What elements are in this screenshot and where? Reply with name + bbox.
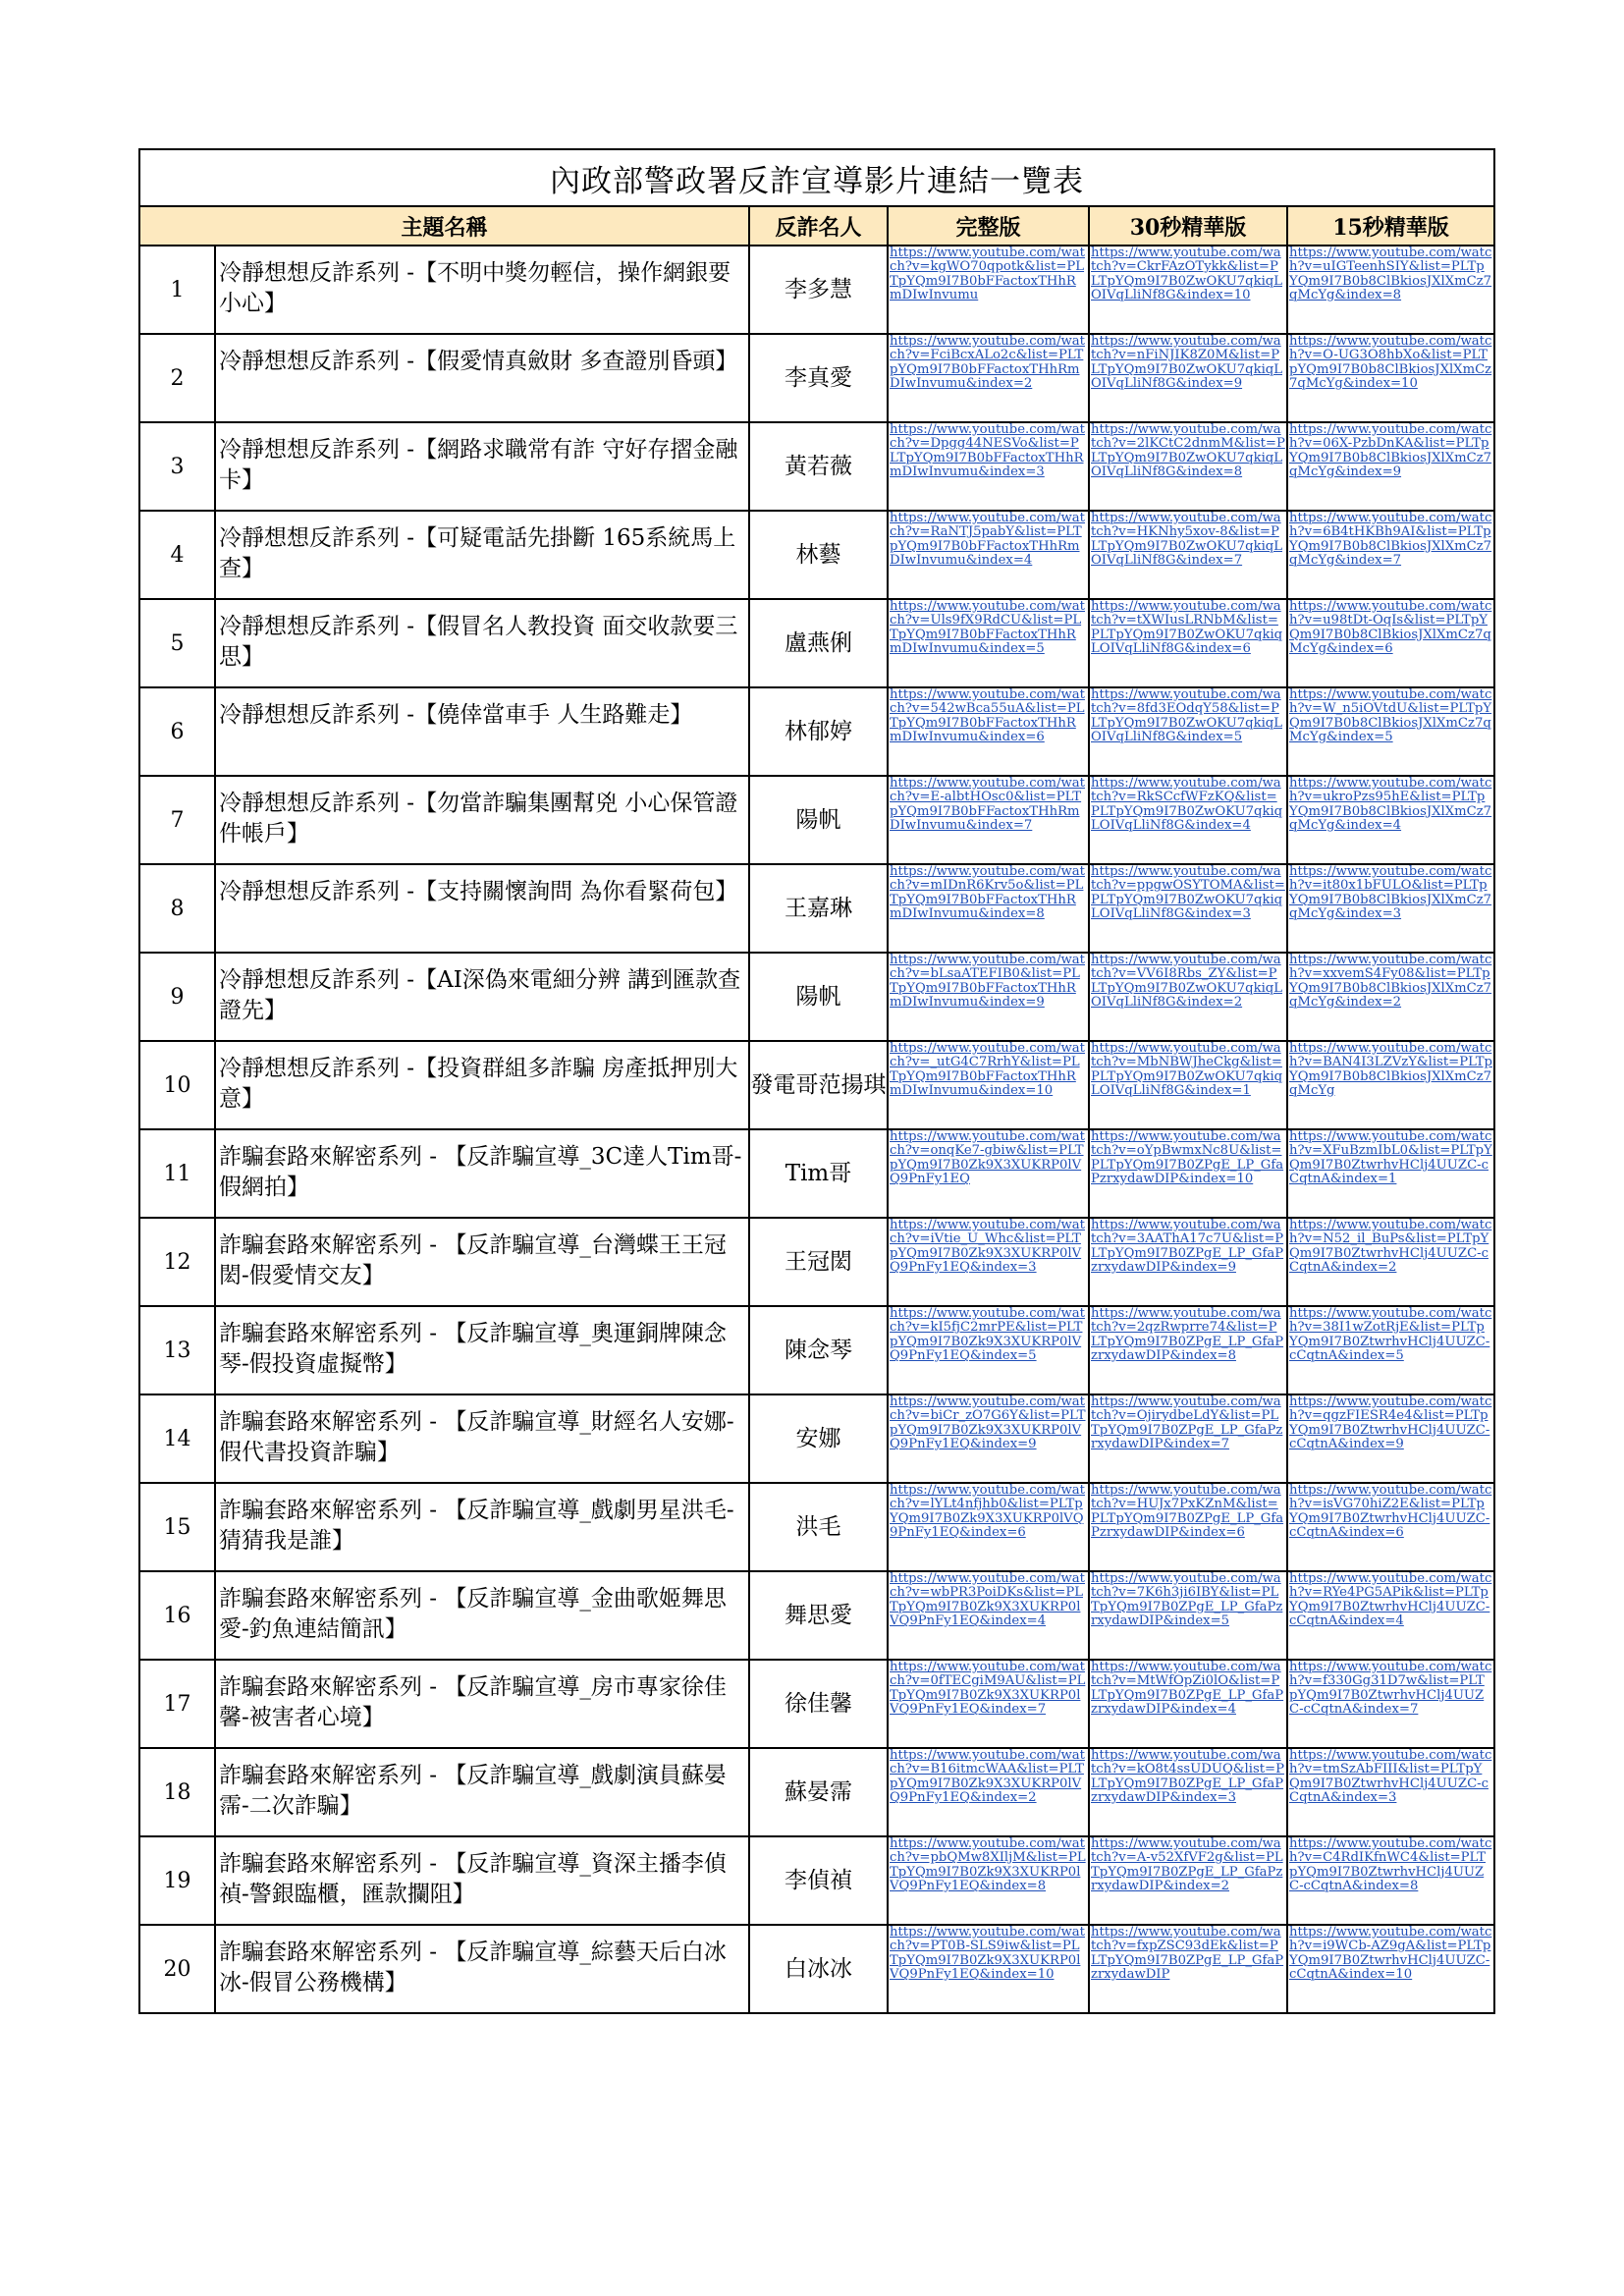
15s-version-link[interactable]: https://www.youtube.com/watch?v=it80x1bFULO&list=PLTpYQm9I7B0b8ClBkiosJXlXmCz7qMcYg&index=3 <box>1289 865 1492 922</box>
topic-text: 冷靜想想反詐系列 -【網路求職常有詐 守好存摺金融卡】 <box>219 437 738 493</box>
15s-version-cell <box>1287 1129 1494 1218</box>
30s-version-cell <box>1089 334 1287 422</box>
15s-version-cell <box>1287 1836 1494 1925</box>
15s-version-link[interactable]: https://www.youtube.com/watch?v=i9WCb-AZ9gA&list=PLTpYQm9I7B0ZtwrhvHClj4UUZC-cCqtnA&index=10 <box>1289 1926 1492 1983</box>
table-row <box>139 1660 1494 1748</box>
15s-version-link[interactable]: https://www.youtube.com/watch?v=W_n5iOVtdU&list=PLTpYQm9I7B0b8ClBkiosJXlXmCz7qMcYg&index=5 <box>1289 688 1492 745</box>
full-version-cell <box>888 422 1089 511</box>
15s-version-cell <box>1287 1394 1494 1483</box>
full-version-link[interactable]: https://www.youtube.com/watch?v=PT0B-SLS9iw&list=PLTpYQm9I7B0Zk9X3XUKRP0lVQ9PnFy1EQ&index=10 <box>890 1926 1085 1983</box>
celebrity-name: 蘇晏霈 <box>749 1748 888 1836</box>
celebrity-name: 洪毛 <box>749 1483 888 1571</box>
topic-text: 詐騙套路來解密系列 - 【反詐騙宣導_3C達人Tim哥-假網拍】 <box>219 1144 742 1200</box>
row-number: 20 <box>139 1925 215 2013</box>
15s-version-link[interactable]: https://www.youtube.com/watch?v=C4RdIKfnWC4&list=PLTpYQm9I7B0ZtwrhvHClj4UUZC-cCqtnA&index=8 <box>1289 1837 1492 1894</box>
celebrity-name: 林藝 <box>749 511 888 599</box>
15s-version-cell <box>1287 864 1494 953</box>
30s-version-cell <box>1089 953 1287 1041</box>
15s-version-link[interactable]: https://www.youtube.com/watch?v=06X-PzbDnKA&list=PLTpYQm9I7B0b8ClBkiosJXlXmCz7qMcYg&index=9 <box>1289 423 1492 480</box>
header-30s-version: 30秒精華版 <box>1089 206 1287 246</box>
topic-text: 冷靜想想反詐系列 -【僥倖當車手 人生路難走】 <box>219 702 693 728</box>
30s-version-cell <box>1089 1306 1287 1394</box>
row-number: 2 <box>139 334 215 422</box>
full-version-link[interactable]: https://www.youtube.com/watch?v=biCr_zO7G6Y&list=PLTpYQm9I7B0Zk9X3XUKRP0lVQ9PnFy1EQ&index=9 <box>890 1395 1086 1452</box>
full-version-link[interactable]: https://www.youtube.com/watch?v=Dpgg44NESVo&list=PLTpYQm9I7B0bFFactoxTHhRmDIwInvumu&index=3 <box>890 423 1085 480</box>
topic-text: 冷靜想想反詐系列 -【支持關懷詢問 為你看緊荷包】 <box>219 879 738 904</box>
celebrity-name: 陽帆 <box>749 776 888 864</box>
30s-version-link[interactable]: https://www.youtube.com/watch?v=HUJx7PxKZnM&list=PLTpYQm9I7B0ZPgE_LP_GfaPzrxydawDIP&index=6 <box>1091 1484 1284 1541</box>
full-version-link[interactable]: https://www.youtube.com/watch?v=0fTECgiM9AU&list=PLTpYQm9I7B0Zk9X3XUKRP0lVQ9PnFy1EQ&index=7 <box>890 1661 1086 1718</box>
30s-version-link[interactable]: https://www.youtube.com/watch?v=7K6h3ji6IBY&list=PLTpYQm9I7B0ZPgE_LP_GfaPzrxydawDIP&index=5 <box>1091 1572 1283 1629</box>
30s-version-link[interactable]: https://www.youtube.com/watch?v=3AAThA17c7U&list=PLTpYQm9I7B0ZPgE_LP_GfaPzrxydawDIP&index=9 <box>1091 1219 1284 1276</box>
full-version-link[interactable]: https://www.youtube.com/watch?v=iVtie_U_Whc&list=PLTpYQm9I7B0Zk9X3XUKRP0lVQ9PnFy1EQ&index=3 <box>890 1219 1085 1276</box>
30s-version-cell <box>1089 1925 1287 2013</box>
table-row <box>139 953 1494 1041</box>
15s-version-cell <box>1287 776 1494 864</box>
full-version-cell <box>888 953 1089 1041</box>
row-number: 1 <box>139 246 215 334</box>
topic-text: 冷靜想想反詐系列 -【可疑電話先掛斷 165系統馬上查】 <box>219 525 736 581</box>
full-version-link[interactable]: https://www.youtube.com/watch?v=542wBca55uA&list=PLTpYQm9I7B0bFFactoxTHhRmDIwInvumu&index=6 <box>890 688 1085 745</box>
15s-version-link[interactable]: https://www.youtube.com/watch?v=qgzFIESR4e4&list=PLTpYQm9I7B0ZtwrhvHClj4UUZC-cCqtnA&index=9 <box>1289 1395 1492 1452</box>
30s-version-cell <box>1089 599 1287 687</box>
table-row <box>139 687 1494 776</box>
30s-version-link[interactable]: https://www.youtube.com/watch?v=HKNhy5xov-8&list=PLTpYQm9I7B0ZwOKU7qkiqLOIVqLliNf8G&index=7 <box>1091 512 1283 569</box>
full-version-cell <box>888 1660 1089 1748</box>
full-version-cell <box>888 334 1089 422</box>
row-number: 5 <box>139 599 215 687</box>
celebrity-name: 王冠閎 <box>749 1218 888 1306</box>
table-row <box>139 511 1494 599</box>
15s-version-cell <box>1287 334 1494 422</box>
page-title: 內政部警政署反詐宣導影片連結一覽表 <box>139 149 1494 206</box>
row-number: 13 <box>139 1306 215 1394</box>
celebrity-name: 安娜 <box>749 1394 888 1483</box>
row-number: 18 <box>139 1748 215 1836</box>
table-row <box>139 246 1494 334</box>
table-row <box>139 1394 1494 1483</box>
topic-cell <box>215 1925 749 2013</box>
topic-cell <box>215 776 749 864</box>
30s-version-link[interactable]: https://www.youtube.com/watch?v=fxpZSC93dEk&list=PLTpYQm9I7B0ZPgE_LP_GfaPzrxydawDIP <box>1091 1926 1284 1983</box>
topic-text: 冷靜想想反詐系列 -【勿當詐騙集團幫兇 小心保管證件帳戶】 <box>219 791 738 847</box>
15s-version-link[interactable]: https://www.youtube.com/watch?v=isVG70hiZ2E&list=PLTpYQm9I7B0ZtwrhvHClj4UUZC-cCqtnA&index=6 <box>1289 1484 1492 1541</box>
full-version-cell <box>888 1306 1089 1394</box>
15s-version-cell <box>1287 1218 1494 1306</box>
celebrity-name: 舞思愛 <box>749 1571 888 1660</box>
topic-cell <box>215 599 749 687</box>
row-number: 4 <box>139 511 215 599</box>
row-number: 3 <box>139 422 215 511</box>
30s-version-link[interactable]: https://www.youtube.com/watch?v=MtWfOpZi0lO&list=PLTpYQm9I7B0ZPgE_LP_GfaPzrxydawDIP&index=4 <box>1091 1661 1284 1718</box>
30s-version-link[interactable]: https://www.youtube.com/watch?v=kO8t4ssUDUQ&list=PLTpYQm9I7B0ZPgE_LP_GfaPzrxydawDIP&index=3 <box>1091 1749 1284 1806</box>
full-version-cell <box>888 1836 1089 1925</box>
header-15s-version: 15秒精華版 <box>1287 206 1494 246</box>
full-version-link[interactable]: https://www.youtube.com/watch?v=E-albtHOsc0&list=PLTpYQm9I7B0bFFactoxTHhRmDIwInvumu&index=7 <box>890 777 1085 834</box>
15s-version-cell <box>1287 687 1494 776</box>
celebrity-name: 徐佳馨 <box>749 1660 888 1748</box>
30s-version-link[interactable]: https://www.youtube.com/watch?v=A-v52XfVF2g&list=PLTpYQm9I7B0ZPgE_LP_GfaPzrxydawDIP&index=2 <box>1091 1837 1283 1894</box>
30s-version-link[interactable]: https://www.youtube.com/watch?v=CkrFAzOTykk&list=PLTpYQm9I7B0ZwOKU7qkiqLOIVqLliNf8G&index=10 <box>1091 246 1283 303</box>
15s-version-link[interactable]: https://www.youtube.com/watch?v=6B4tHKBh9AI&list=PLTpYQm9I7B0b8ClBkiosJXlXmCz7qMcYg&index=7 <box>1289 512 1492 569</box>
full-version-cell <box>888 687 1089 776</box>
celebrity-name: 陽帆 <box>749 953 888 1041</box>
15s-version-cell <box>1287 246 1494 334</box>
full-version-cell <box>888 1218 1089 1306</box>
table-row <box>139 1306 1494 1394</box>
15s-version-cell <box>1287 422 1494 511</box>
table-row <box>139 1129 1494 1218</box>
row-number: 9 <box>139 953 215 1041</box>
30s-version-link[interactable]: https://www.youtube.com/watch?v=oYpBwmxNc8U&list=PLTpYQm9I7B0ZPgE_LP_GfaPzrxydawDIP&index=10 <box>1091 1130 1284 1187</box>
topic-cell <box>215 1218 749 1306</box>
30s-version-cell <box>1089 1129 1287 1218</box>
30s-version-cell <box>1089 1660 1287 1748</box>
15s-version-cell <box>1287 599 1494 687</box>
full-version-link[interactable]: https://www.youtube.com/watch?v=kI5fjC2mrPE&list=PLTpYQm9I7B0Zk9X3XUKRP0lVQ9PnFy1EQ&index=5 <box>890 1307 1085 1364</box>
15s-version-link[interactable]: https://www.youtube.com/watch?v=38I1wZotRjE&list=PLTpYQm9I7B0ZtwrhvHClj4UUZC-cCqtnA&index=5 <box>1289 1307 1492 1364</box>
celebrity-name: 林郁婷 <box>749 687 888 776</box>
30s-version-link[interactable]: https://www.youtube.com/watch?v=2qzRwprre74&list=PLTpYQm9I7B0ZPgE_LP_GfaPzrxydawDIP&index=8 <box>1091 1307 1284 1364</box>
topic-cell <box>215 1571 749 1660</box>
row-number: 7 <box>139 776 215 864</box>
30s-version-cell <box>1089 511 1287 599</box>
30s-version-cell <box>1089 687 1287 776</box>
topic-text: 詐騙套路來解密系列 - 【反詐騙宣導_戲劇演員蘇晏霈-二次詐騙】 <box>219 1763 727 1819</box>
15s-version-cell <box>1287 1483 1494 1571</box>
15s-version-cell <box>1287 953 1494 1041</box>
row-number: 19 <box>139 1836 215 1925</box>
full-version-cell <box>888 1748 1089 1836</box>
15s-version-cell <box>1287 1748 1494 1836</box>
topic-text: 詐騙套路來解密系列 - 【反詐騙宣導_綜藝天后白冰冰-假冒公務機構】 <box>219 1940 727 1995</box>
celebrity-name: 黃若薇 <box>749 422 888 511</box>
topic-cell <box>215 1129 749 1218</box>
celebrity-name: 盧燕俐 <box>749 599 888 687</box>
topic-cell <box>215 1483 749 1571</box>
topic-text: 冷靜想想反詐系列 -【假冒名人教投資 面交收款要三思】 <box>219 614 738 670</box>
15s-version-cell <box>1287 1306 1494 1394</box>
15s-version-cell <box>1287 1660 1494 1748</box>
15s-version-cell <box>1287 1925 1494 2013</box>
30s-version-cell <box>1089 1571 1287 1660</box>
30s-version-link[interactable]: https://www.youtube.com/watch?v=2lKCtC2dnmM&list=PLTpYQm9I7B0ZwOKU7qkiqLOIVqLliNf8G&index=8 <box>1091 423 1285 480</box>
30s-version-cell <box>1089 1218 1287 1306</box>
celebrity-name: 白冰冰 <box>749 1925 888 2013</box>
30s-version-cell <box>1089 1483 1287 1571</box>
full-version-cell <box>888 1129 1089 1218</box>
row-number: 17 <box>139 1660 215 1748</box>
30s-version-link[interactable]: https://www.youtube.com/watch?v=VV6I8Rbs_ZY&list=PLTpYQm9I7B0ZwOKU7qkiqLOIVqLliNf8G&index=2 <box>1091 954 1283 1011</box>
15s-version-link[interactable]: https://www.youtube.com/watch?v=ukroPzs95hE&list=PLTpYQm9I7B0b8ClBkiosJXlXmCz7qMcYg&index=4 <box>1289 777 1492 834</box>
full-version-cell <box>888 1571 1089 1660</box>
15s-version-link[interactable]: https://www.youtube.com/watch?v=xxvemS4Fy08&list=PLTpYQm9I7B0b8ClBkiosJXlXmCz7qMcYg&index=2 <box>1289 954 1492 1011</box>
header-full-version: 完整版 <box>888 206 1089 246</box>
full-version-link[interactable]: https://www.youtube.com/watch?v=B16itmcWAA&list=PLTpYQm9I7B0Zk9X3XUKRP0lVQ9PnFy1EQ&index=2 <box>890 1749 1085 1806</box>
topic-cell <box>215 1306 749 1394</box>
topic-cell <box>215 1394 749 1483</box>
table-row <box>139 864 1494 953</box>
topic-cell <box>215 1660 749 1748</box>
celebrity-name: 王嘉琳 <box>749 864 888 953</box>
topic-text: 冷靜想想反詐系列 -【假愛情真斂財 多查證別昏頭】 <box>219 349 738 374</box>
row-number: 8 <box>139 864 215 953</box>
15s-version-link[interactable]: https://www.youtube.com/watch?v=u98tDt-OqIs&list=PLTpYQm9I7B0b8ClBkiosJXlXmCz7qMcYg&index=6 <box>1289 600 1492 657</box>
topic-cell <box>215 422 749 511</box>
table-row <box>139 1925 1494 2013</box>
15s-version-link[interactable]: https://www.youtube.com/watch?v=f330Gg31D7w&list=PLTpYQm9I7B0ZtwrhvHClj4UUZC-cCqtnA&index=7 <box>1289 1661 1492 1718</box>
full-version-link[interactable]: https://www.youtube.com/watch?v=wbPR3PoiDKs&list=PLTpYQm9I7B0Zk9X3XUKRP0lVQ9PnFy1EQ&index=4 <box>890 1572 1085 1629</box>
table-row <box>139 1571 1494 1660</box>
header-topic: 主題名稱 <box>139 206 749 246</box>
30s-version-cell <box>1089 422 1287 511</box>
celebrity-name: Tim哥 <box>749 1129 888 1218</box>
row-number: 6 <box>139 687 215 776</box>
15s-version-link[interactable]: https://www.youtube.com/watch?v=O-UG3O8hbXo&list=PLTpYQm9I7B0b8ClBkiosJXlXmCz7qMcYg&index=10 <box>1289 335 1492 392</box>
full-version-link[interactable]: https://www.youtube.com/watch?v=onqKe7-gbiw&list=PLTpYQm9I7B0Zk9X3XUKRP0lVQ9PnFy1EQ <box>890 1130 1085 1187</box>
table-row <box>139 1041 1494 1129</box>
full-version-link[interactable]: https://www.youtube.com/watch?v=pbQMw8XIljM&list=PLTpYQm9I7B0Zk9X3XUKRP0lVQ9PnFy1EQ&index=8 <box>890 1837 1086 1894</box>
full-version-cell <box>888 1041 1089 1129</box>
30s-version-link[interactable]: https://www.youtube.com/watch?v=RkSCcfWFzKQ&list=PLTpYQm9I7B0ZwOKU7qkiqLOIVqLliNf8G&index=4 <box>1091 777 1283 834</box>
topic-text: 詐騙套路來解密系列 - 【反詐騙宣導_財經名人安娜-假代書投資詐騙】 <box>219 1409 734 1465</box>
full-version-cell <box>888 1483 1089 1571</box>
celebrity-name: 陳念琴 <box>749 1306 888 1394</box>
full-version-link[interactable]: https://www.youtube.com/watch?v=mIDnR6Krv5o&list=PLTpYQm9I7B0bFFactoxTHhRmDIwInvumu&index=8 <box>890 865 1085 922</box>
row-number: 11 <box>139 1129 215 1218</box>
topic-text: 冷靜想想反詐系列 -【投資群組多詐騙 房產抵押別大意】 <box>219 1056 738 1112</box>
15s-version-cell <box>1287 511 1494 599</box>
full-version-cell <box>888 599 1089 687</box>
row-number: 14 <box>139 1394 215 1483</box>
full-version-link[interactable]: https://www.youtube.com/watch?v=lYLt4nfjhb0&list=PLTpYQm9I7B0Zk9X3XUKRP0lVQ9PnFy1EQ&index=6 <box>890 1484 1085 1541</box>
row-number: 10 <box>139 1041 215 1129</box>
full-version-cell <box>888 511 1089 599</box>
topic-text: 冷靜想想反詐系列 -【AI深偽來電細分辨 講到匯款查證先】 <box>219 967 741 1023</box>
30s-version-link[interactable]: https://www.youtube.com/watch?v=ppgwOSYTOMA&list=PLTpYQm9I7B0ZwOKU7qkiqLOIVqLliNf8G&index=3 <box>1091 865 1285 922</box>
15s-version-cell <box>1287 1041 1494 1129</box>
full-version-cell <box>888 776 1089 864</box>
topic-text: 詐騙套路來解密系列 - 【反詐騙宣導_資深主播李偵禎-警銀臨櫃，匯款攔阻】 <box>219 1851 727 1907</box>
video-link-table <box>138 148 1495 2014</box>
30s-version-cell <box>1089 1041 1287 1129</box>
topic-cell <box>215 246 749 334</box>
full-version-link[interactable]: https://www.youtube.com/watch?v=Uls9fX9RdCU&list=PLTpYQm9I7B0bFFactoxTHhRmDIwInvumu&index=5 <box>890 600 1085 657</box>
header-celebrity: 反詐名人 <box>749 206 888 246</box>
full-version-cell <box>888 1394 1089 1483</box>
topic-text: 詐騙套路來解密系列 - 【反詐騙宣導_奧運銅牌陳念琴-假投資虛擬幣】 <box>219 1321 727 1377</box>
15s-version-link[interactable]: https://www.youtube.com/watch?v=XFuBzmIbL0&list=PLTpYQm9I7B0ZtwrhvHClj4UUZC-cCqtnA&index=1 <box>1289 1130 1492 1187</box>
table-row <box>139 1748 1494 1836</box>
header-row <box>139 206 1494 246</box>
topic-text: 冷靜想想反詐系列 -【不明中獎勿輕信，操作網銀要小心】 <box>219 260 731 316</box>
30s-version-cell <box>1089 1394 1287 1483</box>
celebrity-name: 李多慧 <box>749 246 888 334</box>
row-number: 16 <box>139 1571 215 1660</box>
table-row <box>139 1836 1494 1925</box>
full-version-link[interactable]: https://www.youtube.com/watch?v=RaNTJ5pabY&list=PLTpYQm9I7B0bFFactoxTHhRmDIwInvumu&index=4 <box>890 512 1085 569</box>
full-version-link[interactable]: https://www.youtube.com/watch?v=FciBcxALo2c&list=PLTpYQm9I7B0bFFactoxTHhRmDIwInvumu&index=2 <box>890 335 1085 392</box>
topic-cell <box>215 1836 749 1925</box>
row-number: 15 <box>139 1483 215 1571</box>
topic-cell <box>215 1041 749 1129</box>
table-row <box>139 422 1494 511</box>
full-version-cell <box>888 246 1089 334</box>
table-row <box>139 1483 1494 1571</box>
30s-version-link[interactable]: https://www.youtube.com/watch?v=8fd3EOdqY58&list=PLTpYQm9I7B0ZwOKU7qkiqLOIVqLliNf8G&index=5 <box>1091 688 1283 745</box>
celebrity-name: 發電哥范揚琪 <box>749 1041 888 1129</box>
topic-cell <box>215 864 749 953</box>
15s-version-link[interactable]: https://www.youtube.com/watch?v=RYe4PG5APik&list=PLTpYQm9I7B0ZtwrhvHClj4UUZC-cCqtnA&index=4 <box>1289 1572 1492 1629</box>
topic-cell <box>215 953 749 1041</box>
table-row <box>139 599 1494 687</box>
full-version-cell <box>888 864 1089 953</box>
topic-text: 詐騙套路來解密系列 - 【反詐騙宣導_房市專家徐佳馨-被害者心境】 <box>219 1674 727 1730</box>
table-row <box>139 334 1494 422</box>
15s-version-link[interactable]: https://www.youtube.com/watch?v=BAN4I3LZVzY&list=PLTpYQm9I7B0b8ClBkiosJXlXmCz7qMcYg <box>1289 1042 1492 1099</box>
topic-cell <box>215 1748 749 1836</box>
topic-cell <box>215 334 749 422</box>
full-version-cell <box>888 1925 1089 2013</box>
celebrity-name: 李偵禎 <box>749 1836 888 1925</box>
topic-cell <box>215 511 749 599</box>
15s-version-link[interactable]: https://www.youtube.com/watch?v=uIGTeenhSIY&list=PLTpYQm9I7B0b8ClBkiosJXlXmCz7qMcYg&index=8 <box>1289 246 1492 303</box>
30s-version-cell <box>1089 1836 1287 1925</box>
topic-cell <box>215 687 749 776</box>
table-row <box>139 776 1494 864</box>
15s-version-cell <box>1287 1571 1494 1660</box>
30s-version-link[interactable]: https://www.youtube.com/watch?v=tXWIusLRNbM&list=PLTpYQm9I7B0ZwOKU7qkiqLOIVqLliNf8G&index=6 <box>1091 600 1283 657</box>
topic-text: 詐騙套路來解密系列 - 【反詐騙宣導_台灣蝶王王冠閎-假愛情交友】 <box>219 1232 727 1288</box>
full-version-link[interactable]: https://www.youtube.com/watch?v=kgWO70qpotk&list=PLTpYQm9I7B0bFFactoxTHhRmDIwInvumu <box>890 246 1085 303</box>
30s-version-cell <box>1089 776 1287 864</box>
celebrity-name: 李真愛 <box>749 334 888 422</box>
30s-version-cell <box>1089 246 1287 334</box>
row-number: 12 <box>139 1218 215 1306</box>
30s-version-cell <box>1089 1748 1287 1836</box>
15s-version-link[interactable]: https://www.youtube.com/watch?v=N52_il_BuPs&list=PLTpYQm9I7B0ZtwrhvHClj4UUZC-cCqtnA&index=2 <box>1289 1219 1492 1276</box>
topic-text: 詐騙套路來解密系列 - 【反詐騙宣導_戲劇男星洪毛-猜猜我是誰】 <box>219 1498 734 1554</box>
30s-version-link[interactable]: https://www.youtube.com/watch?v=OjirydbeLdY&list=PLTpYQm9I7B0ZPgE_LP_GfaPzrxydawDIP&index=7 <box>1091 1395 1283 1452</box>
30s-version-cell <box>1089 864 1287 953</box>
30s-version-link[interactable]: https://www.youtube.com/watch?v=MbNBWJheCkg&list=PLTpYQm9I7B0ZwOKU7qkiqLOIVqLliNf8G&index=1 <box>1091 1042 1283 1099</box>
full-version-link[interactable]: https://www.youtube.com/watch?v=bLsaATEFIB0&list=PLTpYQm9I7B0bFFactoxTHhRmDIwInvumu&index=9 <box>890 954 1085 1011</box>
30s-version-link[interactable]: https://www.youtube.com/watch?v=nFiNJIK8Z0M&list=PLTpYQm9I7B0ZwOKU7qkiqLOIVqLliNf8G&index=9 <box>1091 335 1283 392</box>
topic-text: 詐騙套路來解密系列 - 【反詐騙宣導_金曲歌姬舞思愛-釣魚連結簡訊】 <box>219 1586 727 1642</box>
15s-version-link[interactable]: https://www.youtube.com/watch?v=tmSzAbFIII&list=PLTpYQm9I7B0ZtwrhvHClj4UUZC-cCqtnA&index=3 <box>1289 1749 1492 1806</box>
full-version-link[interactable]: https://www.youtube.com/watch?v=_utG4C7RrhY&list=PLTpYQm9I7B0bFFactoxTHhRmDIwInvumu&index=10 <box>890 1042 1085 1099</box>
table-row <box>139 1218 1494 1306</box>
